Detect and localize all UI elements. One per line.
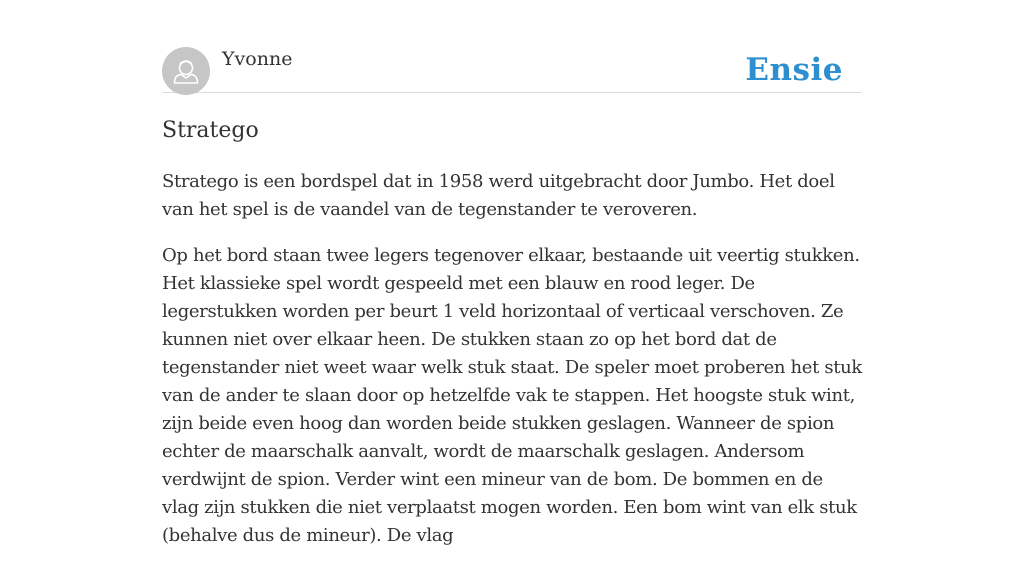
user-silhouette-icon — [162, 47, 210, 95]
article-title: Stratego — [162, 118, 259, 143]
author-name[interactable]: Yvonne — [222, 48, 293, 70]
article-paragraph: Stratego is een bordspel dat in 1958 werd uitgebracht door Jumbo. Het doel van het spel is de vaandel van de tegenstander te veroveren. — [162, 171, 835, 220]
article-paragraph: Op het bord staan twee legers tegenover elkaar, bestaande uit veertig stukken. Het klassieke spel wordt gespeeld met een blauw en rood leger. De legerstukken worden per beurt 1 veld horizontaal of verticaal verschoven. Ze kunnen niet over elkaar heen. De stukken staan zo op het bord dat de tegenstander niet weet waar welk stuk staat. De speler moet proberen het stuk van de ander te slaan door op hetzelfde vak te stappen. Het hoogste stuk wint, zijn beide even hoog dan worden beide stukken geslagen. Wanneer de spion echter de maarschalk aanvalt, wordt de maarschalk geslagen. Andersom verdwijnt de spion. Verder wint een mineur van de bom. De bommen en de vlag zijn stukken die niet verplaatst mogen worden. Een bom wint van elk stuk (behalve dus de mineur). De vlag — [162, 245, 862, 546]
ensie-logo[interactable]: Ensie — [745, 52, 843, 88]
article-header — [162, 47, 862, 93]
avatar[interactable] — [162, 47, 210, 95]
article-body — [162, 168, 862, 568]
